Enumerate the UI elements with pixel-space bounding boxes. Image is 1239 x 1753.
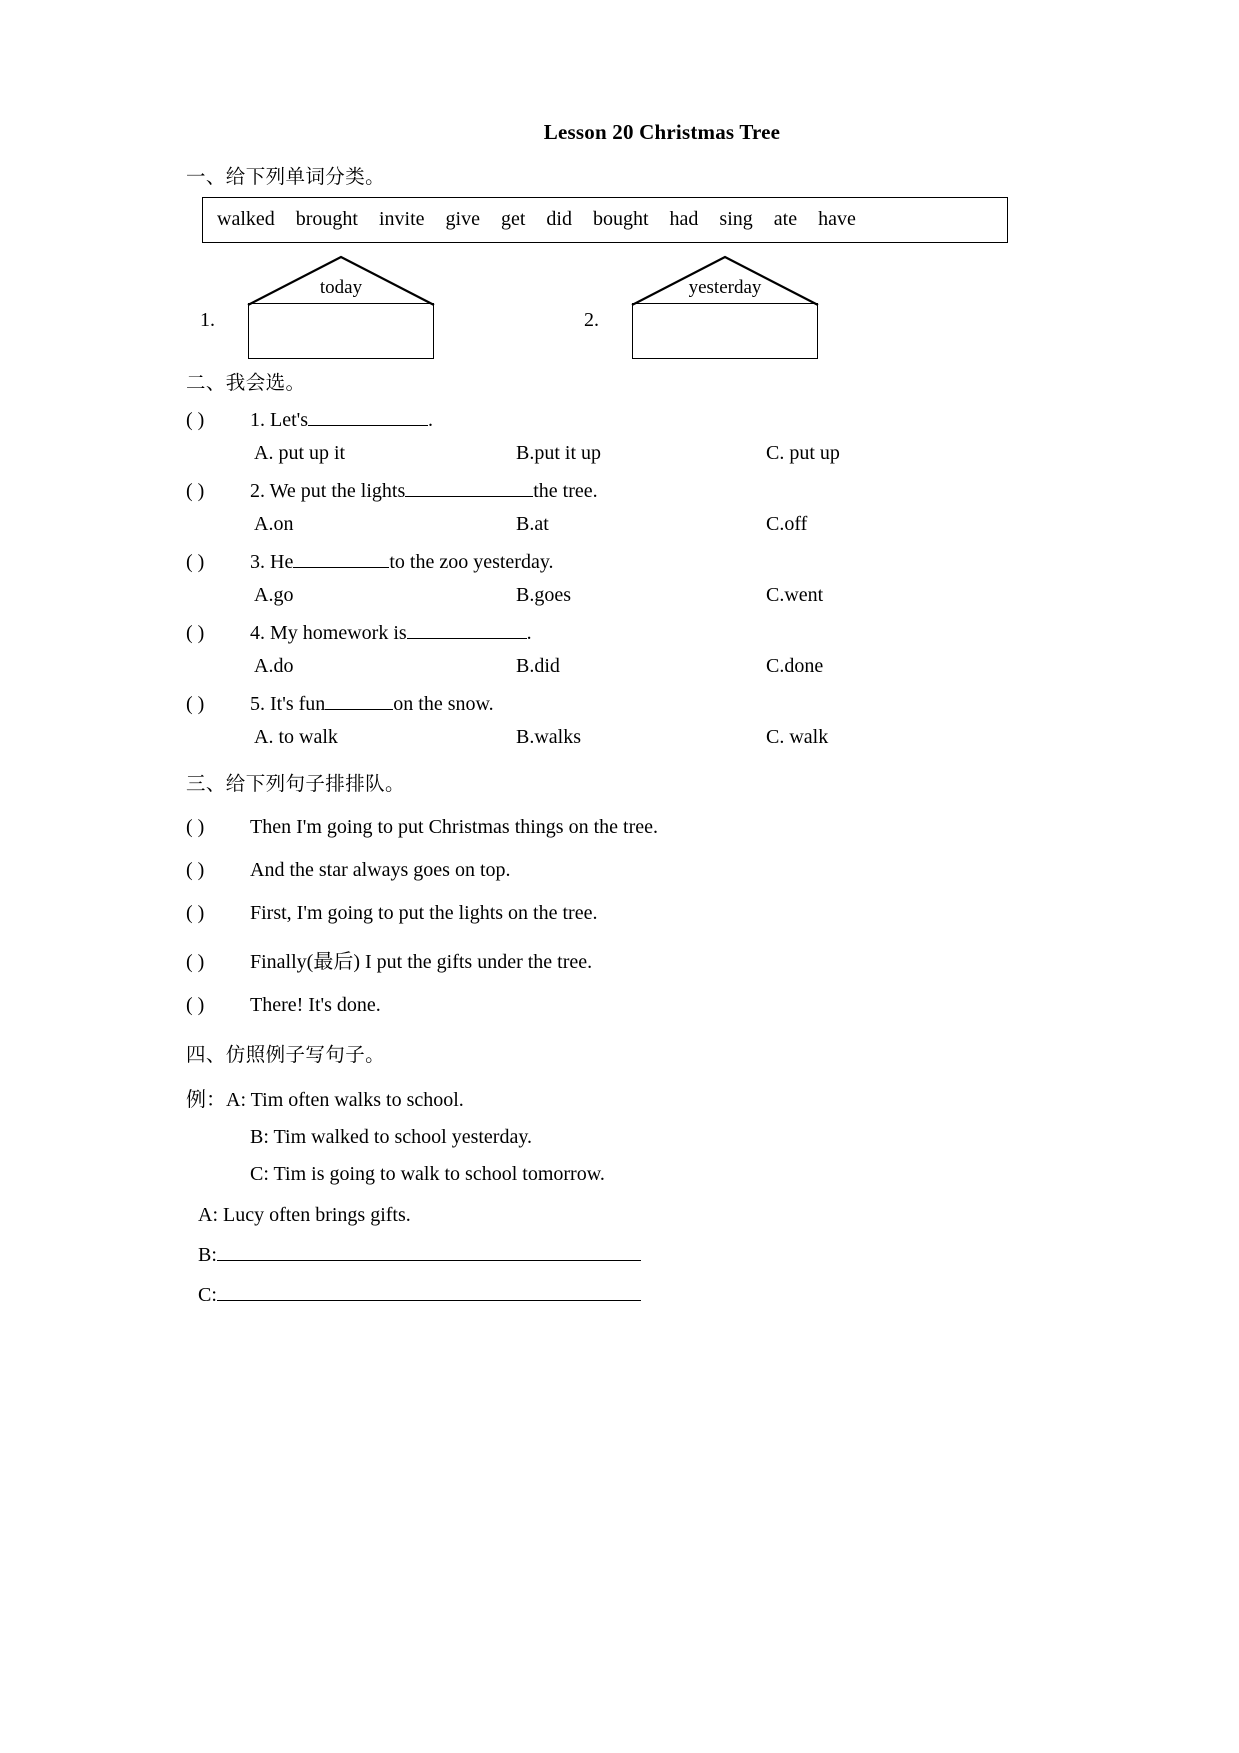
answer-paren[interactable]: ( ): [186, 859, 205, 881]
mc-question-2: [186, 480, 1066, 503]
question-stem-end: on the snow.: [393, 693, 494, 715]
example-line-a: 例：A: Tim often walks to school.: [186, 1089, 464, 1111]
word-bank-item: sing: [719, 208, 753, 230]
option-a[interactable]: A.do: [254, 655, 294, 677]
category-house-today: [200, 255, 456, 359]
option-c[interactable]: C.went: [766, 584, 824, 606]
mc-options-4: [186, 655, 1066, 679]
option-c[interactable]: C.off: [766, 513, 808, 535]
answer-paren[interactable]: ( ): [186, 902, 205, 924]
mc-question-4: [186, 622, 1066, 645]
section-3-heading: 三、给下列句子排排队。: [186, 772, 405, 795]
option-b[interactable]: B.did: [516, 655, 560, 677]
ordering-item: [186, 945, 1066, 974]
answer-line-b: [198, 1243, 1066, 1267]
mc-options-3: [186, 584, 1066, 608]
answer-paren[interactable]: ( ): [186, 994, 205, 1016]
house-answer-box[interactable]: [632, 303, 818, 359]
ordering-text: And the star always goes on top.: [250, 859, 511, 881]
option-a[interactable]: A. put up it: [254, 442, 346, 464]
ordering-text: There! It's done.: [250, 994, 381, 1016]
ordering-item: [186, 816, 1066, 839]
option-c[interactable]: C. walk: [766, 726, 829, 748]
word-bank-item: get: [500, 208, 526, 230]
mc-options-5: [186, 726, 1066, 750]
house-number: 2.: [584, 309, 599, 331]
ordering-text: Finally(最后) I put the gifts under the tree.: [250, 951, 593, 973]
question-stem: 1. Let's: [250, 409, 309, 431]
fill-blank[interactable]: [293, 551, 389, 568]
word-bank-item: ate: [773, 208, 798, 230]
mc-options-2: [186, 513, 1066, 537]
answer-line-c: [198, 1283, 1066, 1307]
ordering-item: [186, 859, 1066, 882]
answer-paren[interactable]: ( ): [186, 951, 205, 973]
option-a[interactable]: A. to walk: [254, 726, 338, 748]
word-bank-item: have: [818, 208, 856, 230]
answer-blank-b[interactable]: [217, 1243, 641, 1261]
option-c[interactable]: C. put up: [766, 442, 840, 464]
option-b[interactable]: B.put it up: [516, 442, 602, 464]
word-bank-item: did: [546, 208, 572, 230]
option-a[interactable]: A.go: [254, 584, 294, 606]
word-bank: [202, 197, 1008, 243]
word-bank-item: brought: [295, 208, 358, 230]
ordering-item: [186, 994, 1066, 1017]
question-stem-end: to the zoo yesterday.: [389, 551, 554, 573]
house-label: today: [319, 277, 363, 298]
mc-options-1: [186, 442, 1066, 466]
house-answer-box[interactable]: [248, 303, 434, 359]
mc-question-5: [186, 693, 1066, 716]
answer-label-c: C:: [198, 1284, 217, 1306]
question-stem: 3. He: [250, 551, 294, 573]
worksheet-body: [186, 120, 1066, 1307]
option-b[interactable]: B.goes: [516, 584, 571, 606]
fill-blank[interactable]: [325, 693, 393, 710]
fill-blank[interactable]: [405, 480, 533, 497]
fill-blank[interactable]: [308, 409, 428, 426]
house-number: 1.: [200, 309, 215, 331]
word-bank-item: bought: [592, 208, 649, 230]
section-1-heading: 一、给下列单词分类。: [186, 165, 386, 188]
section-2-heading: 二、我会选。: [186, 371, 306, 394]
question-stem-end: .: [526, 622, 532, 644]
word-bank-item: walked: [217, 208, 275, 230]
ordering-text: First, I'm going to put the lights on the tree.: [250, 902, 598, 924]
answer-paren[interactable]: ( ): [186, 480, 205, 502]
question-stem-end: the tree.: [533, 480, 598, 502]
mc-question-1: [186, 409, 1066, 432]
word-bank-item: invite: [378, 208, 425, 230]
example-line-b: B: Tim walked to school yesterday.: [250, 1126, 533, 1148]
fill-blank[interactable]: [407, 622, 527, 639]
answer-label-b: B:: [198, 1244, 217, 1266]
answer-paren[interactable]: ( ): [186, 409, 205, 431]
question-stem-end: .: [428, 409, 434, 431]
question-stem: 5. It's fun: [250, 693, 326, 715]
word-bank-item: had: [669, 208, 699, 230]
ordering-item: [186, 902, 1066, 925]
option-c[interactable]: C.done: [766, 655, 824, 677]
ordering-text: Then I'm going to put Christmas things on the tree.: [250, 816, 658, 838]
category-houses: [186, 249, 1066, 361]
page-title: Lesson 20 Christmas Tree: [543, 120, 781, 144]
option-a[interactable]: A.on: [254, 513, 294, 535]
mc-question-3: [186, 551, 1066, 574]
prompt-line-a: A: Lucy often brings gifts.: [198, 1204, 411, 1226]
example-line-c: C: Tim is going to walk to school tomorrow.: [250, 1163, 605, 1185]
house-label: yesterday: [688, 277, 762, 298]
option-b[interactable]: B.walks: [516, 726, 581, 748]
question-stem: 4. My homework is: [250, 622, 407, 644]
answer-blank-c[interactable]: [217, 1283, 641, 1301]
word-bank-item: give: [445, 208, 480, 230]
option-b[interactable]: B.at: [516, 513, 549, 535]
answer-paren[interactable]: ( ): [186, 693, 205, 715]
answer-paren[interactable]: ( ): [186, 622, 205, 644]
section-4-heading: 四、仿照例子写句子。: [186, 1043, 386, 1066]
answer-paren[interactable]: ( ): [186, 816, 205, 838]
question-stem: 2. We put the lights: [250, 480, 406, 502]
category-house-yesterday: [584, 255, 840, 359]
answer-paren[interactable]: ( ): [186, 551, 205, 573]
